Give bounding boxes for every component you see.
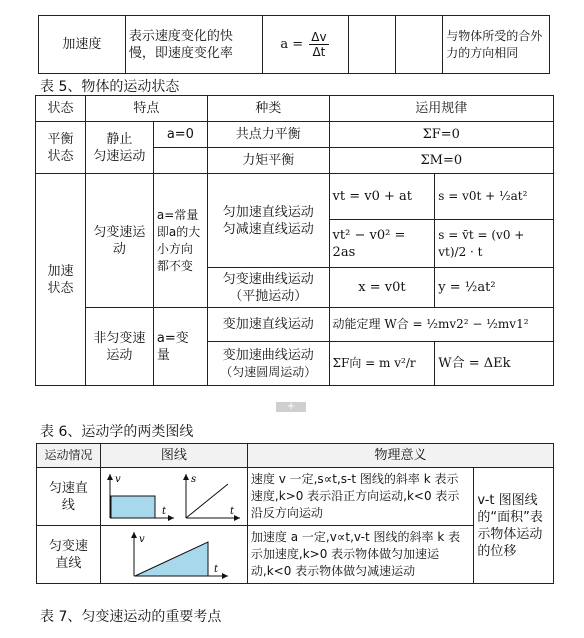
accel-direction: 与物体所受的合外力的方向相同 — [446, 28, 543, 60]
t6-row2-label — [37, 526, 101, 584]
t5-law-energy: 动能定理 W合 = ½mv2² − ½mv1² — [329, 308, 553, 342]
formula-lhs: a = — [280, 37, 304, 52]
t5-header-state: 状态 — [36, 96, 86, 122]
t5-law-x: x = v0t — [329, 268, 435, 308]
t6-row1-label — [37, 468, 101, 526]
t5-uniform-cond-text: a=常量即a的大小方向都不变 — [156, 207, 201, 273]
st-t-label: t — [229, 505, 234, 517]
t5-law-sumF: ΣF=0 — [329, 122, 553, 148]
table5-caption: 表 5、物体的运动状态 — [40, 79, 180, 95]
vt2-t-label: t — [213, 563, 218, 575]
t5-uniform-text: 匀变速运动 — [93, 224, 146, 257]
table5 — [35, 95, 554, 386]
t5-law-vt: vt = v0 + at — [329, 174, 435, 220]
table6-caption: 表 6、运动学的两类图线 — [40, 424, 194, 440]
t5-kind-var-curve — [207, 342, 329, 386]
t6-row2-graph — [100, 526, 247, 584]
t5-kind-moment: 力矩平衡 — [207, 148, 329, 174]
t5-balance-state-text: 平衡状态 — [47, 131, 74, 164]
empty-cell-1 — [349, 16, 396, 74]
st-y-arrow — [183, 474, 189, 480]
t5-kind-var-curve-text: 变加速曲线运动 — [222, 347, 314, 363]
accel-desc-cell — [125, 16, 262, 74]
formula-num: Δv — [311, 30, 327, 44]
vt2-x-arrow — [222, 573, 228, 579]
table6 — [36, 443, 554, 584]
t5-nonuniform-cond-text: a=变量 — [156, 330, 189, 363]
t5-kind-line — [207, 174, 329, 268]
t6-header-meaning: 物理意义 — [247, 444, 553, 468]
t5-law-circle: ΣF向 = m v²/r — [329, 342, 435, 386]
empty-cell-2 — [396, 16, 443, 74]
t5-kind-concurrent: 共点力平衡 — [207, 122, 329, 148]
vt-y-arrow — [107, 474, 113, 480]
t6-row2-meaning: 加速度 a 一定,v∝t,v-t 图线的斜率 k 表示加速度,k>0 表示物体做匀加速运动,k<0 表示物体做匀减速运动 — [247, 526, 473, 584]
t6-header-graph: 图线 — [100, 444, 247, 468]
t5-kind-line-text: 匀加速直线运动 匀减速直线运动 — [222, 204, 314, 237]
t5-law-work: W合 = ΔEk — [435, 342, 554, 386]
t5-nonuniform-cond — [153, 308, 207, 386]
t5-header-law: 运用规律 — [329, 96, 553, 122]
t5-law-s: s = v0t + ½at² — [435, 174, 554, 220]
accel-name: 加速度 — [62, 37, 102, 52]
st-s-label: s — [190, 473, 197, 485]
accel-formula-cell — [262, 16, 349, 74]
vt-rect-area — [111, 496, 155, 518]
t5-law-sumM: ΣM=0 — [329, 148, 553, 174]
t5-kind-curve — [207, 268, 329, 308]
t6-side-note: v-t 图图线的“面积”表示物体运动的位移 — [474, 468, 554, 584]
accel-desc: 表示速度变化的快慢，即速度变化率 — [128, 28, 233, 61]
t5-balance-cond: a=0 — [153, 122, 207, 148]
st-line — [186, 484, 228, 518]
vt-t-label: t — [161, 505, 166, 517]
t5-balance-cond-empty — [153, 148, 207, 174]
t5-kind-var-curve-note: （匀速圆周运动） — [220, 364, 317, 379]
t6-row1-graph — [100, 468, 247, 526]
uniform-motion-graphs — [104, 470, 244, 524]
t5-nonuniform-text: 非匀变速运动 — [93, 330, 146, 363]
expand-tab[interactable]: + — [276, 402, 306, 412]
vt-v-label: v — [114, 473, 121, 485]
t5-header-kind: 种类 — [207, 96, 329, 122]
accel-direction-cell — [443, 16, 550, 74]
t6-row1-meaning: 速度 v 一定,s∝t,s-t 图线的斜率 k 表示速度,k>0 表示沿正方向运动,k<0 表示沿反方向运动 — [247, 468, 473, 526]
accel-name-cell — [39, 16, 126, 74]
t5-law-v2: vt² − v0² = 2as — [329, 220, 435, 268]
t5-kind-curve-text: 匀变速曲线运动 （平抛运动） — [222, 271, 314, 304]
t5-nonuniform — [85, 308, 153, 386]
vt2-triangle-area — [135, 542, 208, 576]
t5-uniform-cond — [153, 174, 207, 308]
t5-balance-state — [36, 122, 86, 174]
t5-uniform — [85, 174, 153, 308]
st-x-arrow — [234, 515, 240, 521]
accel-motion-graph — [104, 528, 244, 582]
t6-header-motion: 运动情况 — [37, 444, 101, 468]
vt2-v-label: v — [138, 533, 145, 545]
t6-row2-label-text: 匀变速直线 — [48, 538, 88, 571]
vt-x-arrow — [168, 515, 174, 521]
top-row-table — [38, 15, 550, 74]
t5-law-y: y = ½at² — [435, 268, 554, 308]
t5-kind-var-line: 变加速直线运动 — [207, 308, 329, 342]
t5-header-feature: 特点 — [85, 96, 207, 122]
t5-accel-state — [36, 174, 86, 386]
t5-law-savg: s = v̄t = (v0 + vt)/2 · t — [435, 220, 554, 268]
formula-den: Δt — [312, 45, 326, 59]
t5-accel-state-text: 加速状态 — [47, 263, 74, 296]
t5-balance-feature-text: 静止 匀速运动 — [93, 131, 146, 164]
t6-row1-label-text: 匀速直线 — [48, 480, 88, 513]
vt2-y-arrow — [131, 532, 137, 538]
t5-balance-feature — [85, 122, 153, 174]
table7-caption: 表 7、匀变速运动的重要考点 — [40, 609, 222, 625]
